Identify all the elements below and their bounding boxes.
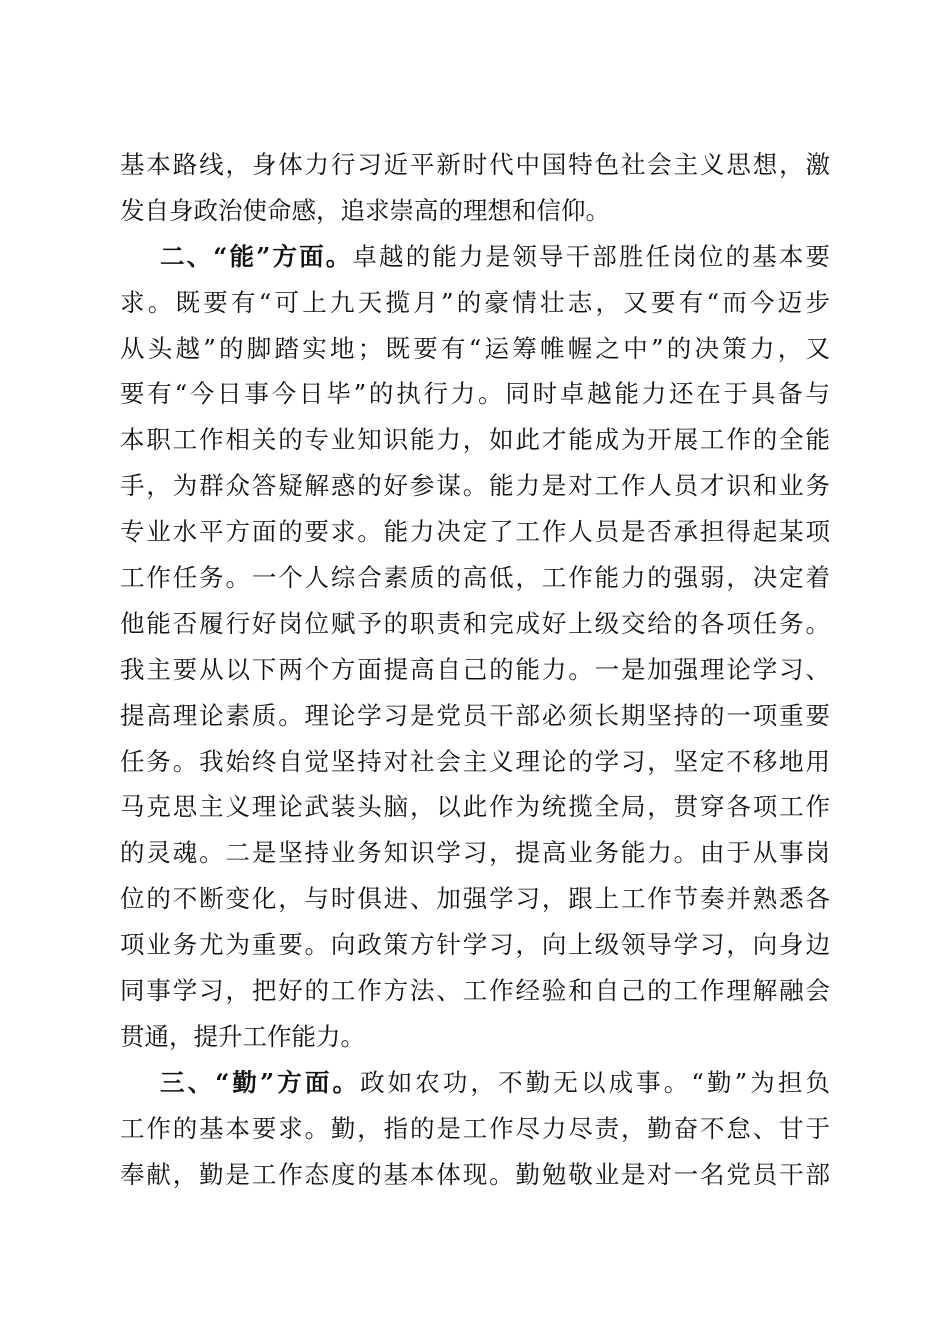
text-line: 同事学习，把好的工作方法、工作经验和自己的工作理解融会 — [120, 976, 830, 1006]
section-heading-ability: 二、“能”方面。 — [160, 241, 353, 271]
text-line: 手，为群众答疑解惑的好参谋。能力是对工作人员才识和业务 — [120, 471, 830, 501]
text-line: 贯通，提升工作能力。 — [120, 1021, 365, 1051]
text-line: 任务。我始终自觉坚持对社会主义理论的学习，坚定不移地用 — [120, 746, 830, 776]
text-line: 本职工作相关的专业知识能力，如此才能成为开展工作的全能 — [120, 425, 830, 455]
text-segment: 卓越的能力是领导干部胜任岗位的基本要 — [352, 241, 830, 271]
text-line: 位的不断变化，与时俱进、加强学习，跟上工作节奏并熟悉各 — [120, 884, 830, 914]
text-line: 发自身政治使命感，追求崇高的理想和信仰。 — [120, 195, 610, 225]
text-line: 的灵魂。二是坚持业务知识学习，提高业务能力。由于从事岗 — [120, 838, 830, 868]
text-segment: 政如农功，不勤无以成事。“勤”为担负 — [360, 1067, 830, 1097]
text-line: 马克思主义理论武装头脑，以此作为统揽全局，贯穿各项工作 — [120, 792, 830, 822]
text-line: 基本路线，身体力行习近平新时代中国特色社会主义思想，激 — [120, 150, 830, 179]
section-heading-diligence: 三、“勤”方面。 — [160, 1067, 361, 1097]
text-line: 提高理论素质。理论学习是党员干部必须长期坚持的一项重要 — [120, 700, 830, 730]
text-line: 专业水平方面的要求。能力决定了工作人员是否承担得起某项 — [120, 517, 830, 547]
text-line: 工作任务。一个人综合素质的高低，工作能力的强弱，决定着 — [120, 563, 830, 593]
paragraph-first-line — [120, 1060, 830, 1106]
text-line: 要有“今日事今日毕”的执行力。同时卓越能力还在于具备与 — [120, 379, 830, 409]
text-line: 我主要从以下两个方面提高自己的能力。一是加强理论学习、 — [120, 654, 830, 684]
text-line: 奉献，勤是工作态度的基本体现。勤勉敬业是对一名党员干部 — [120, 1159, 830, 1189]
text-line: 工作的基本要求。勤，指的是工作尽力尽责，勤奋不怠、甘于 — [120, 1113, 830, 1143]
text-line: 项业务尤为重要。向政策方针学习，向上级领导学习，向身边 — [120, 930, 830, 960]
text-line: 求。既要有“可上九天揽月”的豪情壮志，又要有“而今迈步 — [120, 287, 830, 317]
document-body — [120, 142, 830, 1197]
paragraph-first-line — [120, 234, 830, 280]
text-line: 从头越”的脚踏实地；既要有“运筹帷幄之中”的决策力，又 — [120, 333, 830, 363]
text-line: 他能否履行好岗位赋予的职责和完成好上级交给的各项任务。 — [120, 608, 830, 638]
